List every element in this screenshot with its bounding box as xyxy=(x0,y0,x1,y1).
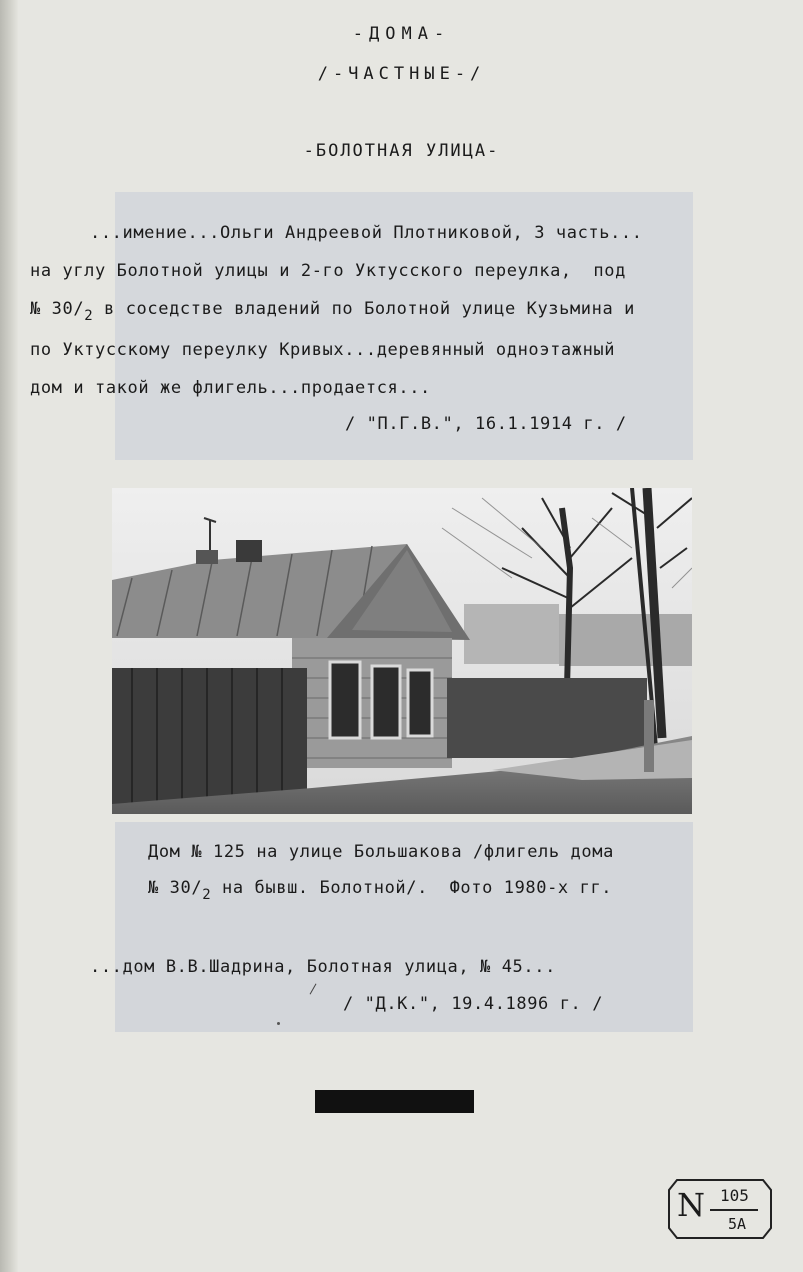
street-heading: -БОЛОТНАЯ УЛИЦА- xyxy=(303,141,500,161)
quote-line-1: ...имение...Ольги Андреевой Плотниковой, 3 часть... xyxy=(90,223,643,243)
quote-line-3: № $30/_2$ в соседстве владений по Болотной улице Кузьмина и xyxy=(30,299,635,324)
quote-line-2: на углу Болотной улицы и 2-го Уктусского переулка, под xyxy=(30,261,626,281)
quote-line-5: дом и такой же флигель...продается... xyxy=(30,378,431,398)
photo-caption-line-1: Дом № 125 на улице Большакова /флигель дома xyxy=(148,842,614,862)
redaction-bar xyxy=(315,1090,474,1113)
photo-caption-line-2: № $30/_2$ на бывш. Болотной/. Фото 1980-х гг. xyxy=(148,878,613,903)
quote-source-1: / "П.Г.В.", 16.1.1914 г. / xyxy=(345,414,627,434)
ink-dot xyxy=(277,1022,280,1025)
stamp-suffix: 5А xyxy=(728,1215,747,1233)
stamp-divider xyxy=(710,1209,758,1211)
house-photograph xyxy=(112,488,692,814)
quote-line-4: по Уктусскому переулку Кривых...деревянный одноэтажный xyxy=(30,340,616,360)
page-subtitle: /-ЧАСТНЫЕ-/ xyxy=(317,64,486,84)
binding-edge xyxy=(0,0,19,1272)
stamp-number-symbol: N xyxy=(677,1186,705,1224)
page-title: -ДОМА- xyxy=(352,24,451,44)
quote-2-text: ...дом В.В.Шадрина, Болотная улица, № 45... xyxy=(90,957,556,977)
quote-source-2: / "Д.К.", 19.4.1896 г. / xyxy=(343,994,604,1014)
stamp-number: 105 xyxy=(720,1186,749,1205)
